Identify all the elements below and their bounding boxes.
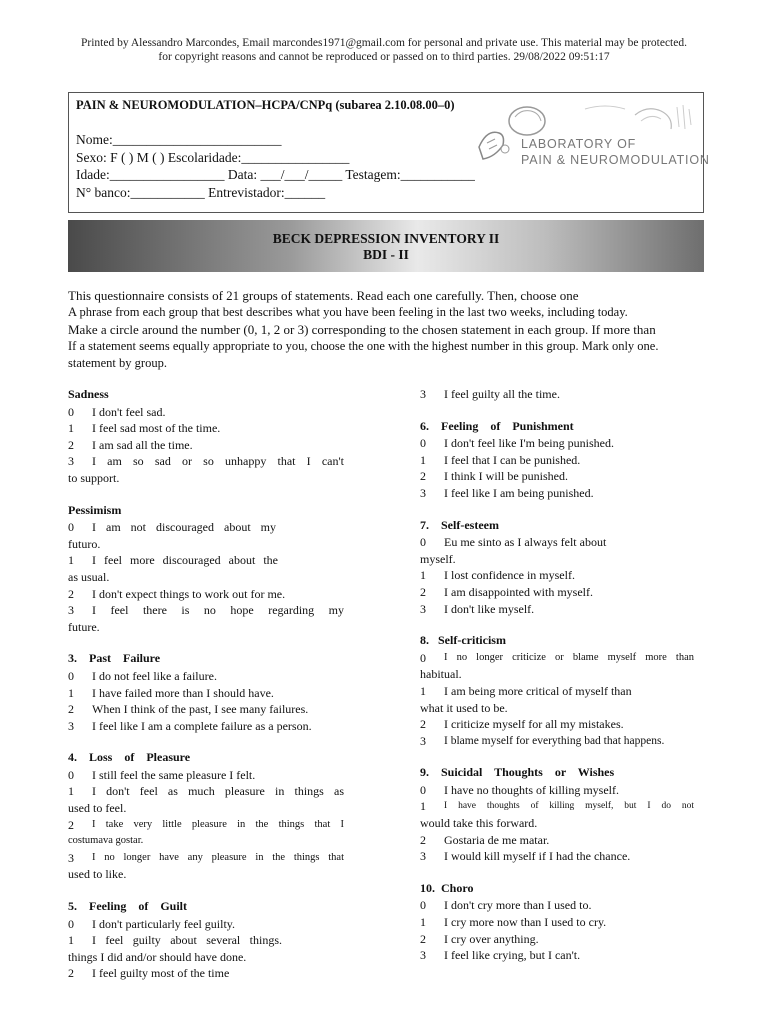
statement-text: I cry more now than I used to cry. <box>444 915 607 930</box>
statement-text: I feel more discouraged about the <box>92 553 278 568</box>
logo-line1: LABORATORY OF <box>521 137 637 151</box>
statement-number[interactable]: 1 <box>68 784 74 799</box>
inventory-subtitle: BDI - II <box>363 247 409 262</box>
statement-number[interactable]: 0 <box>68 916 74 931</box>
statement-3[interactable] <box>68 850 344 867</box>
header-box <box>68 92 710 213</box>
statement-number[interactable]: 1 <box>420 452 426 467</box>
statement-number[interactable]: 3 <box>68 850 74 865</box>
statement-text: I feel guilty all the time. <box>444 387 560 401</box>
group-self-criticism <box>420 632 694 749</box>
statement-continuation: would take this forward. <box>420 816 538 831</box>
statement-text: I cry over anything. <box>444 931 539 946</box>
statement-text: I am sad all the time. <box>92 437 193 452</box>
statement-1[interactable] <box>420 914 694 931</box>
statement-1[interactable] <box>420 798 694 815</box>
statement-2[interactable] <box>68 701 344 718</box>
group-past-failure <box>68 650 344 734</box>
statement-continuation: what it used to be. <box>420 700 508 715</box>
org-title: PAIN & NEUROMODULATION–HCPA/CNPq (subarea 2.10.08.00–0) <box>76 98 455 112</box>
statement-0[interactable] <box>68 668 344 685</box>
statement-number[interactable]: 1 <box>420 683 426 698</box>
group-sadness <box>68 386 344 487</box>
statement-2[interactable] <box>68 586 344 603</box>
right-column <box>420 386 694 979</box>
statement-continuation: used to like. <box>68 867 127 882</box>
statement-text: I don't feel sad. <box>92 404 166 419</box>
statement-text: I no longer criticize or blame myself more than <box>444 651 694 663</box>
group-title: 9. Suicidal Thoughts or Wishes <box>420 765 615 780</box>
respondent-fields <box>76 131 496 201</box>
statement-1[interactable] <box>420 452 694 469</box>
statement-3[interactable] <box>68 602 344 619</box>
statement-number[interactable]: 2 <box>68 702 74 717</box>
intro-line: This questionnaire consists of 21 groups of statements. Read each one carefully. Then, choose one <box>68 288 579 303</box>
statement-text: I lost confidence in myself. <box>444 568 575 583</box>
group-feeling-of-punishment <box>420 418 694 502</box>
statement-text: I don't cry more than I used to. <box>444 898 592 913</box>
statement-3[interactable] <box>420 386 694 403</box>
group-title: 3. Past Failure <box>68 651 161 666</box>
statement-number[interactable]: 0 <box>68 668 74 683</box>
group-crying <box>420 880 694 964</box>
statement-number[interactable]: 0 <box>68 520 74 535</box>
statement-text: I don't expect things to work out for me. <box>92 586 286 601</box>
statement-text: I don't like myself. <box>444 601 535 616</box>
statement-number[interactable]: 0 <box>420 436 426 451</box>
statement-number[interactable]: 2 <box>420 832 426 847</box>
statement-text: I feel like I am being punished. <box>444 485 594 500</box>
statement-2[interactable] <box>68 817 344 834</box>
lab-logo <box>465 99 710 171</box>
statement-3[interactable] <box>420 848 694 865</box>
statement-text: Gostaria de me matar. <box>444 832 550 847</box>
statement-continuation: future. <box>68 619 100 634</box>
field-sexo[interactable]: Sexo: F ( ) M ( ) Escolaridade:________________ <box>76 149 350 165</box>
statement-2[interactable] <box>68 965 344 982</box>
statement-text: I blame myself for everything bad that happens. <box>444 734 665 747</box>
group-title: 6. Feeling of Punishment <box>420 418 574 433</box>
statement-text: I am disappointed with myself. <box>444 584 593 599</box>
statement-1[interactable] <box>68 420 344 437</box>
statement-text: I no longer have any pleasure in the things that <box>92 851 344 863</box>
statement-number[interactable]: 1 <box>68 421 74 436</box>
group-title: 7. Self-esteem <box>420 517 499 532</box>
group-title: 5. Feeling of Guilt <box>68 899 187 914</box>
statement-number[interactable]: 0 <box>68 767 74 782</box>
statement-text: I feel like I am a complete failure as a person. <box>92 718 312 733</box>
statement-continuation: to support. <box>68 470 120 485</box>
statement-number[interactable]: 0 <box>68 404 74 419</box>
statement-number[interactable]: 2 <box>420 584 426 599</box>
group-title: 10. Choro <box>420 880 474 895</box>
group-suicidal-thoughts <box>420 764 694 865</box>
statement-number[interactable]: 0 <box>420 782 426 797</box>
printed-notice-line1: Printed by Alessandro Marcondes, Email marcondes1971@gmail.com for personal and private use. This material may be protected. <box>81 37 687 49</box>
instructions <box>68 287 708 372</box>
statement-continuation: futuro. <box>68 536 101 551</box>
group-loss-of-pleasure <box>68 749 344 883</box>
statement-number[interactable]: 1 <box>68 933 74 948</box>
statement-text: I don't feel like I'm being punished. <box>444 436 614 451</box>
statement-continuation: things I did and/or should have done. <box>68 949 247 964</box>
statement-0[interactable] <box>420 782 694 799</box>
statement-number[interactable]: 2 <box>68 437 74 452</box>
statement-number[interactable]: 3 <box>68 454 74 469</box>
statement-text: I feel guilty most of the time <box>92 966 230 981</box>
intro-line: Make a circle around the number (0, 1, 2 or 3) corresponding to the chosen statement in each group. If more than <box>68 322 656 337</box>
statement-text: I have failed more than I should have. <box>92 685 274 700</box>
statement-number[interactable]: 0 <box>420 898 426 913</box>
statement-1[interactable] <box>68 685 344 702</box>
statement-0[interactable] <box>68 767 344 784</box>
inventory-title: BECK DEPRESSION INVENTORY II <box>272 231 500 246</box>
statement-number[interactable]: 1 <box>420 799 426 814</box>
statement-text: When I think of the past, I see many failures. <box>92 702 309 717</box>
statement-number[interactable]: 3 <box>420 601 426 616</box>
statement-text: I still feel the same pleasure I felt. <box>92 767 256 782</box>
intro-line: If a statement seems equally appropriate to you, choose the one with the highest number in this group. Mark only one. <box>68 339 659 353</box>
statement-number[interactable]: 3 <box>420 948 426 963</box>
statement-3[interactable] <box>68 453 344 470</box>
field-banco[interactable]: N° banco:___________ Entrevistador:______ <box>76 184 326 200</box>
statement-text: I don't feel as much pleasure in things as <box>92 784 344 799</box>
field-idade[interactable]: Idade:_________________ Data: ___/___/_____ Testagem:___________ <box>76 167 475 182</box>
statement-0[interactable] <box>68 404 344 421</box>
statement-1[interactable] <box>68 932 344 949</box>
statement-1[interactable] <box>420 683 694 700</box>
statement-number[interactable]: 2 <box>420 931 426 946</box>
intro-line: A phrase from each group that best describes what you have been feeling in the last two weeks, including today. <box>68 305 628 319</box>
statement-number[interactable]: 0 <box>420 535 426 550</box>
statement-text: Eu me sinto as I always felt about <box>444 535 607 550</box>
statement-text: I criticize myself for all my mistakes. <box>444 717 624 732</box>
statement-text: I have thoughts of killing myself, but I do not <box>444 801 694 812</box>
statement-1[interactable] <box>420 567 694 584</box>
statement-1[interactable] <box>68 783 344 800</box>
statement-text: I am so sad or so unhappy that I can't <box>92 454 344 469</box>
statement-text: I am not discouraged about my <box>92 520 276 535</box>
statement-number[interactable]: 1 <box>68 553 74 568</box>
statement-3[interactable] <box>420 733 694 750</box>
statement-number[interactable]: 1 <box>68 685 74 700</box>
statement-2[interactable] <box>420 584 694 601</box>
title-band <box>68 220 704 272</box>
statement-0[interactable] <box>420 435 694 452</box>
statement-0[interactable] <box>420 897 694 914</box>
statement-number[interactable]: 2 <box>420 717 426 732</box>
statement-text: I feel sad most of the time. <box>92 421 221 436</box>
statement-3[interactable] <box>420 947 694 964</box>
group-feeling-of-guilt-continued <box>420 386 694 403</box>
left-column <box>68 386 344 997</box>
statement-0[interactable] <box>68 519 344 536</box>
statement-2[interactable] <box>420 832 694 849</box>
statement-0[interactable] <box>420 534 694 551</box>
statement-text: I feel that I can be punished. <box>444 452 581 467</box>
group-title: 4. Loss of Pleasure <box>68 750 191 765</box>
statement-number[interactable]: 1 <box>420 568 426 583</box>
statement-2[interactable] <box>68 437 344 454</box>
statement-continuation: habitual. <box>420 667 462 682</box>
statement-2[interactable] <box>420 468 694 485</box>
statement-1[interactable] <box>68 552 344 569</box>
statement-2[interactable] <box>420 931 694 948</box>
group-title: Sadness <box>68 387 109 401</box>
statement-number[interactable]: 0 <box>420 650 426 665</box>
printed-notice-line2: for copyright reasons and cannot be reproduced or passed on to third parties. 29/08/2022 09:51:17 <box>158 50 610 63</box>
statement-3[interactable] <box>420 485 694 502</box>
statement-continuation: costumava gostar. <box>68 835 144 847</box>
statement-number[interactable]: 1 <box>420 915 426 930</box>
statement-continuation: as usual. <box>68 569 110 584</box>
statement-number[interactable]: 3 <box>420 387 426 401</box>
group-feeling-of-guilt <box>68 898 344 982</box>
group-title: 8. Self-criticism <box>420 633 506 648</box>
logo-line2: PAIN & NEUROMODULATION <box>521 153 710 167</box>
statement-text: I do not feel like a failure. <box>92 668 217 683</box>
statement-2[interactable] <box>420 716 694 733</box>
statement-text: I think I will be punished. <box>444 469 568 484</box>
statement-number[interactable]: 2 <box>68 966 74 981</box>
statement-number[interactable]: 3 <box>420 849 426 864</box>
intro-line: statement by group. <box>68 356 167 370</box>
statement-text: I feel there is no hope regarding my <box>92 603 344 618</box>
statement-3[interactable] <box>420 601 694 618</box>
statement-text: I don't particularly feel guilty. <box>92 916 236 931</box>
group-self-esteem <box>420 517 694 618</box>
statement-text: I am being more critical of myself than <box>444 683 632 698</box>
field-nome[interactable]: Nome:_________________________ <box>76 132 282 147</box>
statement-text: I have no thoughts of killing myself. <box>444 782 619 797</box>
statement-0[interactable] <box>420 650 694 667</box>
statement-text: I take very little pleasure in the things that I <box>92 818 344 830</box>
statement-number[interactable]: 3 <box>420 485 426 500</box>
printed-notice <box>0 37 768 64</box>
statement-number[interactable]: 3 <box>68 718 74 733</box>
statement-number[interactable]: 3 <box>420 733 426 748</box>
statement-text: I feel like crying, but I can't. <box>444 948 581 963</box>
statement-number[interactable]: 2 <box>68 586 74 601</box>
statement-continuation: used to feel. <box>68 801 127 816</box>
statement-number[interactable]: 3 <box>68 603 74 618</box>
group-pessimism <box>68 502 344 636</box>
statement-number[interactable]: 2 <box>68 817 74 832</box>
statement-text: I feel guilty about several things. <box>92 933 282 948</box>
statement-number[interactable]: 2 <box>420 469 426 484</box>
statement-3[interactable] <box>68 718 344 735</box>
statement-text: I would kill myself if I had the chance. <box>444 849 631 864</box>
statement-0[interactable] <box>68 916 344 933</box>
statement-continuation: myself. <box>420 551 456 566</box>
group-title: Pessimism <box>68 502 122 517</box>
